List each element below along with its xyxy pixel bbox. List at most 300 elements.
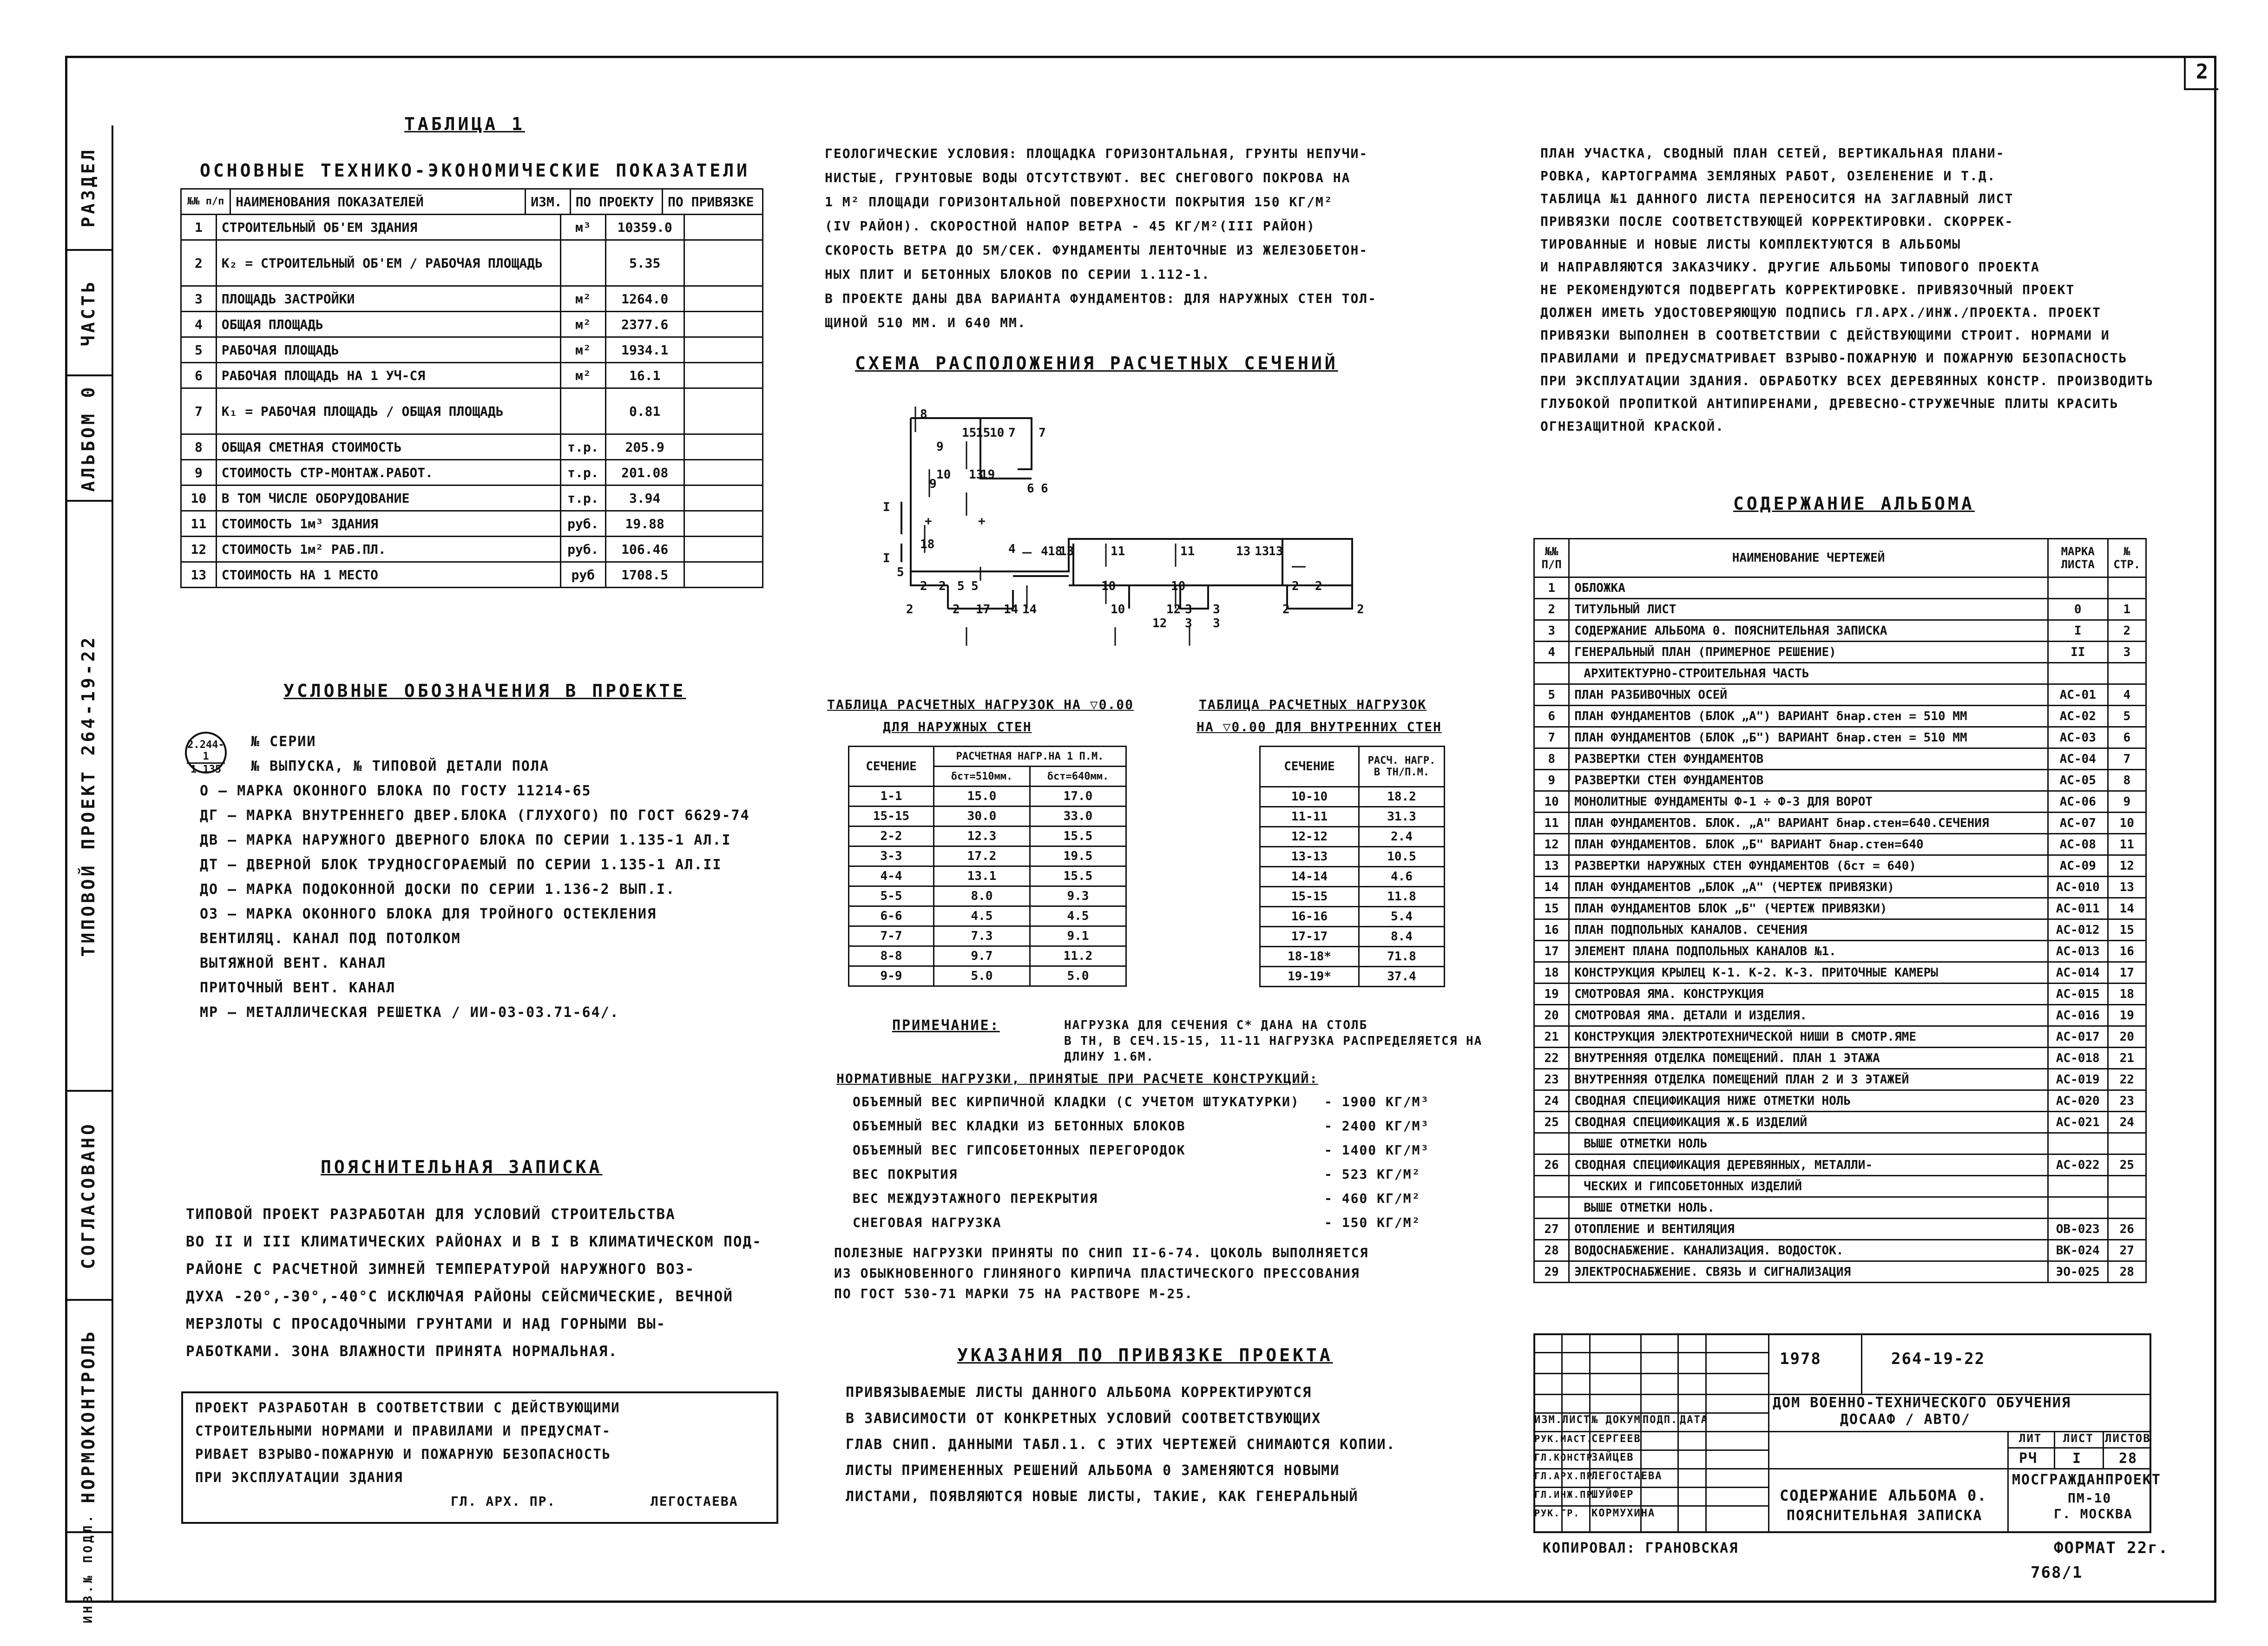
svg-text:12: 12 bbox=[1166, 603, 1181, 616]
svg-text:11: 11 bbox=[1180, 544, 1195, 558]
table-cell bbox=[2108, 1133, 2146, 1154]
table-cell: 16-16 bbox=[1260, 907, 1359, 927]
table-cell bbox=[684, 388, 763, 434]
tb-code: 264-19-22 bbox=[1891, 1350, 1985, 1368]
loads-outer-table bbox=[848, 746, 1127, 987]
table-cell: 16 bbox=[2108, 941, 2146, 962]
stamp-inventory: ИНВ.№ ПОДЛ. bbox=[81, 1512, 95, 1624]
note-line: РАЙОНЕ С РАСЧЕТНОЙ ЗИМНЕЙ ТЕМПЕРАТУРОЙ НАРУЖНОГО ВОЗ- bbox=[186, 1261, 695, 1278]
table-row bbox=[1260, 827, 1445, 847]
table-cell: руб. bbox=[561, 511, 606, 537]
svg-text:12: 12 bbox=[1152, 616, 1167, 630]
table-cell: 5.4 bbox=[1359, 907, 1445, 927]
tb-role: ГЛ.КОНСТР. bbox=[1534, 1452, 1600, 1463]
table-cell bbox=[2108, 577, 2146, 599]
table-cell: СТОИМОСТЬ НА 1 МЕСТО bbox=[216, 562, 560, 588]
svg-text:10: 10 bbox=[1171, 579, 1186, 593]
table-row bbox=[1534, 599, 2146, 620]
table-cell: ОБЩАЯ ПЛОЩАДЬ bbox=[216, 312, 560, 337]
svg-text:2: 2 bbox=[920, 579, 927, 593]
table-cell: 4 bbox=[1534, 642, 1569, 663]
table-cell: ЭЛЕМЕНТ ПЛАНА ПОДПОЛЬНЫХ КАНАЛОВ №1. bbox=[1569, 941, 2048, 962]
table-cell: 3 bbox=[1534, 620, 1569, 642]
tb-person: ШУЙФЕР bbox=[1591, 1489, 1634, 1501]
table-row bbox=[1534, 1261, 2146, 1283]
table-cell: АС-02 bbox=[2048, 706, 2108, 727]
table-cell: 13 bbox=[1534, 855, 1569, 877]
table-cell: руб bbox=[561, 562, 606, 588]
table-cell bbox=[684, 240, 763, 286]
table-row bbox=[1534, 706, 2146, 727]
table-row bbox=[1534, 1133, 2146, 1154]
tb-h-sign: ПОДП. bbox=[1643, 1414, 1678, 1426]
table-cell: СВОДНАЯ СПЕЦИФИКАЦИЯ ДЕРЕВЯННЫХ, МЕТАЛЛИ- bbox=[1569, 1154, 2048, 1176]
table-cell: 9.3 bbox=[1030, 886, 1126, 906]
table-cell: 205.9 bbox=[605, 434, 684, 460]
table-row bbox=[1534, 1005, 2146, 1026]
table-cell bbox=[684, 363, 763, 388]
table-cell: 29 bbox=[1534, 1261, 1569, 1283]
table-cell: 37.4 bbox=[1359, 967, 1445, 987]
table-cell: 9 bbox=[2108, 791, 2146, 813]
table-cell: ВОДОСНАБЖЕНИЕ. КАНАЛИЗАЦИЯ. ВОДОСТОК. bbox=[1569, 1240, 2048, 1261]
table-row bbox=[1260, 887, 1445, 907]
legend-item: ОЗ — МАРКА ОКОННОГО БЛОКА ДЛЯ ТРОЙНОГО ОСТЕКЛЕНИЯ bbox=[200, 906, 657, 922]
table-cell: 24 bbox=[2108, 1112, 2146, 1133]
table-row bbox=[181, 562, 763, 588]
remark-label: ПРИМЕЧАНИЕ: bbox=[892, 1017, 1000, 1034]
legend-item: ПРИТОЧНЫЙ ВЕНТ. КАНАЛ bbox=[200, 980, 396, 996]
table-cell bbox=[2048, 1197, 2108, 1219]
note-text bbox=[186, 1201, 762, 1365]
table-cell: ВНУТРЕННЯЯ ОТДЕЛКА ПОМЕЩЕНИЙ. ПЛАН 1 ЭТАЖА bbox=[1569, 1048, 2048, 1069]
table-cell bbox=[2048, 577, 2108, 599]
legend-item: ДВ — МАРКА НАРУЖНОГО ДВЕРНОГО БЛОКА ПО СЕРИИ 1.135-1 АЛ.I bbox=[200, 832, 731, 848]
table-cell: 1 bbox=[2108, 599, 2146, 620]
table-row bbox=[849, 966, 1126, 986]
table-row bbox=[849, 886, 1126, 906]
legend-item: № ВЫПУСКА, № ТИПОВОЙ ДЕТАЛИ ПОЛА bbox=[251, 758, 549, 774]
binding-text bbox=[846, 1380, 1396, 1510]
table-cell bbox=[1534, 1133, 1569, 1154]
right-text-line: ДОЛЖЕН ИМЕТЬ УДОСТОВЕРЯЮЩУЮ ПОДПИСЬ ГЛ.АРХ./ИНЖ./ПРОЕКТА. ПРОЕКТ bbox=[1540, 305, 2101, 320]
table-cell: 4.5 bbox=[1030, 906, 1126, 926]
tb-role: РУК.МАСТ. bbox=[1534, 1433, 1593, 1444]
tb-listov: 28 bbox=[2119, 1450, 2138, 1467]
tb-year: 1978 bbox=[1780, 1350, 1821, 1368]
table-cell: 9 bbox=[1534, 770, 1569, 791]
table-cell: АС-010 bbox=[2048, 877, 2108, 898]
normative-label: ОБЪЕМНЫЙ ВЕС ГИПСОБЕТОННЫХ ПЕРЕГОРОДОК bbox=[853, 1142, 1186, 1158]
col-header: МАРКА ЛИСТА bbox=[2048, 539, 2108, 577]
table-cell: 21 bbox=[2108, 1048, 2146, 1069]
table-cell: СОДЕРЖАНИЕ АЛЬБОМА 0. ПОЯСНИТЕЛЬНАЯ ЗАПИСКА bbox=[1569, 620, 2048, 642]
table-row bbox=[1534, 813, 2146, 834]
table-cell: 8 bbox=[181, 434, 217, 460]
svg-text:2: 2 bbox=[1282, 603, 1290, 616]
table-cell: АС-06 bbox=[2048, 791, 2108, 813]
scheme-title: СХЕМА РАСПОЛОЖЕНИЯ РАСЧЕТНЫХ СЕЧЕНИЙ bbox=[855, 353, 1338, 374]
col-header: СЕЧЕНИЕ bbox=[1260, 747, 1359, 787]
table-cell: м² bbox=[561, 337, 606, 363]
col-header: ПО ПРИВЯЗКЕ bbox=[663, 189, 763, 215]
table-cell bbox=[684, 537, 763, 562]
table-cell: 1 bbox=[1534, 577, 1569, 599]
table-cell bbox=[684, 485, 763, 511]
table-cell: 2 bbox=[181, 240, 217, 286]
table-cell: 17.2 bbox=[934, 846, 1030, 866]
table-row bbox=[1534, 620, 2146, 642]
table-cell: МОНОЛИТНЫЕ ФУНДАМЕНТЫ Ф-1 ÷ Ф-3 ДЛЯ ВОРОТ bbox=[1569, 791, 2048, 813]
normative-value: - 150 КГ/М² bbox=[1324, 1215, 1421, 1230]
table-cell: АС-021 bbox=[2048, 1112, 2108, 1133]
geology-line: 1 М² ПЛОЩАДИ ГОРИЗОНТАЛЬНОЙ ПОВЕРХНОСТИ ПОКРЫТИЯ 150 КГ/М² bbox=[825, 194, 1333, 210]
binding-line: ГЛАВ СНИП. ДАННЫМИ ТАБЛ.1. С ЭТИХ ЧЕРТЕЖЕЙ СНИМАЮТСЯ КОПИИ. bbox=[846, 1436, 1396, 1453]
table-cell: АС-011 bbox=[2048, 898, 2108, 919]
table-cell: 19.88 bbox=[605, 511, 684, 537]
tb-person: ЛЕГОСТАЕВА bbox=[1591, 1470, 1663, 1482]
normative-value: - 2400 КГ/М³ bbox=[1324, 1118, 1430, 1134]
normative-value: - 1400 КГ/М³ bbox=[1324, 1142, 1430, 1158]
table-cell: м² bbox=[561, 286, 606, 312]
sheet-number: 2 bbox=[2184, 56, 2218, 90]
col-header: δст=640мм. bbox=[1030, 767, 1126, 787]
svg-text:8: 8 bbox=[920, 407, 927, 421]
table-cell: 14-14 bbox=[1260, 867, 1359, 887]
svg-text:17: 17 bbox=[976, 603, 991, 616]
table-cell: 12-12 bbox=[1260, 827, 1359, 847]
svg-text:7: 7 bbox=[1008, 426, 1016, 440]
svg-text:+: + bbox=[925, 514, 932, 528]
table-row bbox=[1534, 1176, 2146, 1197]
svg-text:2: 2 bbox=[1357, 603, 1364, 616]
loads-outer-title: ТАБЛИЦА РАСЧЕТНЫХ НАГРУЗОК НА ▽0.00 bbox=[827, 697, 1134, 712]
table-row bbox=[181, 363, 763, 388]
geology-line: ЩИНОЙ 510 ММ. И 640 ММ. bbox=[825, 315, 1026, 330]
table-cell: 21 bbox=[1534, 1026, 1569, 1048]
remark-line: ДЛИНУ 1.6М. bbox=[1064, 1050, 1155, 1064]
table-cell bbox=[1534, 663, 1569, 684]
table-cell: АС-012 bbox=[2048, 919, 2108, 941]
table-cell: м³ bbox=[561, 215, 606, 240]
table-row bbox=[1260, 947, 1445, 967]
stamp-album: АЛЬБОМ 0 bbox=[65, 376, 112, 502]
compliance-line: ПРОЕКТ РАЗРАБОТАН В СООТВЕТСТВИИ С ДЕЙСТВУЮЩИМИ bbox=[195, 1400, 620, 1416]
table-row bbox=[849, 866, 1126, 886]
table-cell: АС-05 bbox=[2048, 770, 2108, 791]
table-cell: 24 bbox=[1534, 1090, 1569, 1112]
tb-role: ГЛ.ИНЖ.ПР. bbox=[1534, 1489, 1600, 1500]
table-cell: 9.7 bbox=[934, 946, 1030, 966]
table-row bbox=[1260, 847, 1445, 867]
table-cell: ПЛОЩАДЬ ЗАСТРОЙКИ bbox=[216, 286, 560, 312]
table-cell: 18-18* bbox=[1260, 947, 1359, 967]
table-cell: 6 bbox=[1534, 706, 1569, 727]
svg-text:10: 10 bbox=[1101, 579, 1116, 593]
compliance-line: СТРОИТЕЛЬНЫМИ НОРМАМИ И ПРАВИЛАМИ И ПРЕДУСМАТ- bbox=[195, 1423, 611, 1439]
table-cell: 15-15 bbox=[849, 807, 934, 826]
table-cell: 11 bbox=[181, 511, 217, 537]
svg-text:13: 13 bbox=[1269, 544, 1283, 558]
table-row bbox=[1534, 962, 2146, 984]
table-row bbox=[1534, 941, 2146, 962]
tb-org-2: ПМ-10 bbox=[2068, 1490, 2112, 1506]
right-text-line: ПЛАН УЧАСТКА, СВОДНЫЙ ПЛАН СЕТЕЙ, ВЕРТИКАЛЬНАЯ ПЛАНИ- bbox=[1540, 145, 2005, 161]
svg-text:15: 15 bbox=[962, 426, 977, 440]
table-cell: СТОИМОСТЬ 1м³ ЗДАНИЯ bbox=[216, 511, 560, 537]
table-cell: ПЛАН ФУНДАМЕНТОВ БЛОК „Б" (ЧЕРТЕЖ ПРИВЯЗКИ) bbox=[1569, 898, 2048, 919]
tb-org-3: Г. МОСКВА bbox=[2054, 1506, 2133, 1521]
table1-title: ОСНОВНЫЕ ТЕХНИКО-ЭКОНОМИЧЕСКИЕ ПОКАЗАТЕЛИ bbox=[200, 160, 750, 181]
table-cell: 4-4 bbox=[849, 866, 934, 886]
table-cell: РАЗВЕРТКИ НАРУЖНЫХ СТЕН ФУНДАМЕНТОВ (δст = 640) bbox=[1569, 855, 2048, 877]
table-cell: К₂ = СТРОИТЕЛЬНЫЙ ОБ'ЕМ / РАБОЧАЯ ПЛОЩАДЬ bbox=[216, 240, 560, 286]
table-row bbox=[849, 946, 1126, 966]
svg-text:5: 5 bbox=[971, 579, 979, 593]
svg-text:3: 3 bbox=[1213, 616, 1220, 630]
table-cell: 5.0 bbox=[934, 966, 1030, 986]
table-cell: 23 bbox=[1534, 1069, 1569, 1090]
table-row bbox=[1534, 898, 2146, 919]
table-row bbox=[1534, 770, 2146, 791]
table-cell: 2377.6 bbox=[605, 312, 684, 337]
legend-item: ДО — МАРКА ПОДОКОННОЙ ДОСКИ ПО СЕРИИ 1.136-2 ВЫП.I. bbox=[200, 881, 676, 898]
table-cell: II bbox=[2048, 642, 2108, 663]
table-cell: 3.94 bbox=[605, 485, 684, 511]
table-cell: 25 bbox=[2108, 1154, 2146, 1176]
table-row bbox=[181, 312, 763, 337]
table-cell: 13-13 bbox=[1260, 847, 1359, 867]
table-cell: 5.35 bbox=[605, 240, 684, 286]
normative-tail bbox=[834, 1243, 1368, 1304]
svg-text:3: 3 bbox=[1213, 603, 1220, 616]
table-cell: РАБОЧАЯ ПЛОЩАДЬ bbox=[216, 337, 560, 363]
svg-text:14: 14 bbox=[1022, 603, 1037, 616]
table-cell: 33.0 bbox=[1030, 807, 1126, 826]
stamp-section: РАЗДЕЛ bbox=[65, 125, 112, 251]
table-cell: 10.5 bbox=[1359, 847, 1445, 867]
legend-item: № СЕРИИ bbox=[251, 734, 316, 750]
tb-lit: РЧ bbox=[2019, 1450, 2038, 1467]
table-row bbox=[181, 485, 763, 511]
tb-person: КОРМУХИНА bbox=[1591, 1508, 1656, 1519]
table-cell: АС-09 bbox=[2048, 855, 2108, 877]
tb-h-date: ДАТА bbox=[1680, 1414, 1708, 1426]
table-row bbox=[1534, 834, 2146, 855]
compliance-line: РИВАЕТ ВЗРЫВО-ПОЖАРНУЮ И ПОЖАРНУЮ БЕЗОПАСНОСТЬ bbox=[195, 1446, 611, 1462]
table-cell: ПЛАН ПОДПОЛЬНЫХ КАНАЛОВ. СЕЧЕНИЯ bbox=[1569, 919, 2048, 941]
table-cell: 26 bbox=[1534, 1154, 1569, 1176]
table-cell: 12 bbox=[2108, 855, 2146, 877]
normative-value: - 523 КГ/М² bbox=[1324, 1167, 1421, 1182]
table-cell: СВОДНАЯ СПЕЦИФИКАЦИЯ Ж.Б ИЗДЕЛИЙ bbox=[1569, 1112, 2048, 1133]
table-cell: 27 bbox=[1534, 1219, 1569, 1240]
table-cell: В ТОМ ЧИСЛЕ ОБОРУДОВАНИЕ bbox=[216, 485, 560, 511]
geology-line: СКОРОСТЬ ВЕТРА ДО 5М/СЕК. ФУНДАМЕНТЫ ЛЕНТОЧНЫЕ ИЗ ЖЕЛЕЗОБЕТОН- bbox=[825, 243, 1368, 258]
table-row bbox=[1534, 855, 2146, 877]
table-cell: 26 bbox=[2108, 1219, 2146, 1240]
table-cell: АС-08 bbox=[2048, 834, 2108, 855]
table-cell: 201.08 bbox=[605, 460, 684, 485]
geology-line: ГЕОЛОГИЧЕСКИЕ УСЛОВИЯ: ПЛОЩАДКА ГОРИЗОНТАЛЬНАЯ, ГРУНТЫ НЕПУЧИ- bbox=[825, 146, 1368, 161]
table-cell: 20 bbox=[1534, 1005, 1569, 1026]
table-cell: 11 bbox=[1534, 813, 1569, 834]
right-text-line: ПРИВЯЗКИ ПОСЛЕ СООТВЕТСТВУЮЩЕЙ КОРРЕКТИРОВКИ. СКОРРЕК- bbox=[1540, 214, 2014, 229]
binding-title: УКАЗАНИЯ ПО ПРИВЯЗКЕ ПРОЕКТА bbox=[957, 1345, 1333, 1365]
tb-person: ЗАЙЦЕВ bbox=[1591, 1452, 1634, 1463]
table-cell: т.р. bbox=[561, 485, 606, 511]
tb-list: I bbox=[2072, 1450, 2082, 1467]
svg-text:15: 15 bbox=[976, 426, 991, 440]
note-line: ВО II И III КЛИМАТИЧЕСКИХ РАЙОНАХ И В I В КЛИМАТИЧЕСКОМ ПОД- bbox=[186, 1233, 762, 1250]
table-cell: АС-017 bbox=[2048, 1026, 2108, 1048]
table-cell bbox=[684, 215, 763, 240]
geology-text bbox=[825, 142, 1377, 335]
table-cell: 10 bbox=[181, 485, 217, 511]
table-cell: 2 bbox=[1534, 599, 1569, 620]
table-cell: I bbox=[2048, 620, 2108, 642]
table-cell bbox=[684, 434, 763, 460]
table-cell: 25 bbox=[1534, 1112, 1569, 1133]
table-row bbox=[1260, 907, 1445, 927]
table-cell: ОБЩАЯ СМЕТНАЯ СТОИМОСТЬ bbox=[216, 434, 560, 460]
table-row bbox=[181, 434, 763, 460]
svg-text:2: 2 bbox=[953, 603, 960, 616]
remark-line: В ТН, В СЕЧ.15-15, 11-11 НАГРУЗКА РАСПРЕДЕЛЯЕТСЯ НА bbox=[1064, 1034, 1483, 1048]
table-cell: АС-014 bbox=[2048, 962, 2108, 984]
table-cell: 4 bbox=[181, 312, 217, 337]
svg-text:+: + bbox=[978, 514, 986, 528]
table-cell: 6-6 bbox=[849, 906, 934, 926]
table-cell: т.р. bbox=[561, 460, 606, 485]
table-cell: ЧЕСКИХ И ГИПСОБЕТОННЫХ ИЗДЕЛИЙ bbox=[1569, 1176, 2048, 1197]
legend-item: О — МАРКА ОКОННОГО БЛОКА ПО ГОСТУ 11214-65 bbox=[200, 783, 592, 799]
table-cell: 7 bbox=[2108, 748, 2146, 770]
svg-text:2: 2 bbox=[906, 603, 914, 616]
table-cell: руб. bbox=[561, 537, 606, 562]
tb-lit-h: ЛИТ bbox=[2019, 1432, 2042, 1445]
legend-list bbox=[200, 729, 750, 1025]
table-cell: 8.0 bbox=[934, 886, 1030, 906]
table-cell: 10 bbox=[1534, 791, 1569, 813]
legend-title: УСЛОВНЫЕ ОБОЗНАЧЕНИЯ В ПРОЕКТЕ bbox=[283, 681, 686, 701]
table-row bbox=[1534, 1219, 2146, 1240]
table-cell: ОТОПЛЕНИЕ И ВЕНТИЛЯЦИЯ bbox=[1569, 1219, 2048, 1240]
normative-value: - 460 КГ/М² bbox=[1324, 1191, 1421, 1206]
svg-text:3: 3 bbox=[1185, 616, 1192, 630]
table-cell: 7 bbox=[1534, 727, 1569, 748]
table-cell: ОВ-023 bbox=[2048, 1219, 2108, 1240]
table-cell: АС-020 bbox=[2048, 1090, 2108, 1112]
table-cell: 4.5 bbox=[934, 906, 1030, 926]
table-cell: ОБЛОЖКА bbox=[1569, 577, 2048, 599]
tb-h-doc: № ДОКУМ. bbox=[1591, 1414, 1648, 1426]
table-row bbox=[1534, 727, 2146, 748]
table-cell bbox=[2108, 1197, 2146, 1219]
table-cell: АС-07 bbox=[2048, 813, 2108, 834]
table-row bbox=[1260, 867, 1445, 887]
right-text bbox=[1540, 142, 2154, 438]
left-stamp-column bbox=[65, 125, 113, 1624]
tb-sheet-title-2: ПОЯСНИТЕЛЬНАЯ ЗАПИСКА bbox=[1787, 1508, 1983, 1524]
table-cell: 3-3 bbox=[849, 846, 934, 866]
table-cell: ПЛАН РАЗБИВОЧНЫХ ОСЕЙ bbox=[1569, 684, 2048, 706]
stamp-agreed: СОГЛАСОВАНО bbox=[65, 1092, 112, 1301]
table-cell: 5 bbox=[2108, 706, 2146, 727]
table-row bbox=[1534, 1069, 2146, 1090]
table-cell: КОНСТРУКЦИЯ ЭЛЕКТРОТЕХНИЧЕСКОЙ НИШИ В СМОТР.ЯМЕ bbox=[1569, 1026, 2048, 1048]
table-row bbox=[1534, 791, 2146, 813]
table-cell: 1-1 bbox=[849, 787, 934, 807]
table-cell bbox=[684, 286, 763, 312]
legend-item: ДТ — ДВЕРНОЙ БЛОК ТРУДНОСГОРАЕМЫЙ ПО СЕРИИ 1.135-1 АЛ.II bbox=[200, 857, 722, 873]
table-cell: ПЛАН ФУНДАМЕНТОВ „БЛОК „А" (ЧЕРТЕЖ ПРИВЯЗКИ) bbox=[1569, 877, 2048, 898]
format-label: ФОРМАТ 22г. bbox=[2054, 1539, 2169, 1557]
table-cell: 1708.5 bbox=[605, 562, 684, 588]
table-cell: 3 bbox=[2108, 642, 2146, 663]
svg-text:14: 14 bbox=[1004, 603, 1019, 616]
table-row bbox=[1534, 748, 2146, 770]
normative-value: - 1900 КГ/М³ bbox=[1324, 1094, 1430, 1109]
svg-text:10: 10 bbox=[1111, 603, 1125, 616]
table-cell: ТИТУЛЬНЫЙ ЛИСТ bbox=[1569, 599, 2048, 620]
table-cell: 17 bbox=[2108, 962, 2146, 984]
normative-tail-line: ИЗ ОБЫКНОВЕННОГО ГЛИНЯНОГО КИРПИЧА ПЛАСТИЧЕСКОГО ПРЕССОВАНИЯ bbox=[834, 1266, 1360, 1281]
svg-text:3: 3 bbox=[1185, 603, 1192, 616]
legend-item: ВЕНТИЛЯЦ. КАНАЛ ПОД ПОТОЛКОМ bbox=[200, 931, 461, 947]
table-cell: 15.5 bbox=[1030, 826, 1126, 846]
right-text-line: ПРИВЯЗКИ ВЫПОЛНЕН В СООТВЕТСТВИИ С ДЕЙСТВУЮЩИМИ СТРОИТ. НОРМАМИ И bbox=[1540, 328, 2110, 343]
table-cell: 15 bbox=[2108, 919, 2146, 941]
indicators-table-body bbox=[180, 214, 763, 588]
col-header: НАИМЕНОВАНИЕ ЧЕРТЕЖЕЙ bbox=[1569, 539, 2048, 577]
table-cell: 7.3 bbox=[934, 926, 1030, 946]
table-cell: 27 bbox=[2108, 1240, 2146, 1261]
svg-text:18: 18 bbox=[1048, 544, 1063, 558]
table-cell bbox=[2048, 1176, 2108, 1197]
table-cell: 14 bbox=[1534, 877, 1569, 898]
table-cell: К₁ = РАБОЧАЯ ПЛОЩАДЬ / ОБЩАЯ ПЛОЩАДЬ bbox=[216, 388, 560, 434]
svg-text:6: 6 bbox=[1041, 482, 1048, 496]
table-cell: 11.2 bbox=[1030, 946, 1126, 966]
table-cell: АС-01 bbox=[2048, 684, 2108, 706]
table-cell: т.р. bbox=[561, 434, 606, 460]
table-cell: ПЛАН ФУНДАМЕНТОВ (БЛОК „А") ВАРИАНТ δнар.стен = 510 ММ bbox=[1569, 706, 2048, 727]
normative-label: ВЕС ПОКРЫТИЯ bbox=[853, 1167, 958, 1182]
right-text-line: РОВКА, КАРТОГРАММА ЗЕМЛЯНЫХ РАБОТ, ОЗЕЛЕНЕНИЕ И Т.Д. bbox=[1540, 168, 1996, 184]
table-cell bbox=[684, 460, 763, 485]
table-row bbox=[849, 906, 1126, 926]
table-cell: 15.0 bbox=[934, 787, 1030, 807]
svg-text:9: 9 bbox=[929, 477, 937, 491]
table-cell: 71.8 bbox=[1359, 947, 1445, 967]
table-cell: 16 bbox=[1534, 919, 1569, 941]
table-row bbox=[1534, 642, 2146, 663]
right-text-line: ТАБЛИЦА №1 ДАННОГО ЛИСТА ПЕРЕНОСИТСЯ НА ЗАГЛАВНЫЙ ЛИСТ bbox=[1540, 191, 2014, 206]
series-top: 2.244-1 bbox=[187, 739, 225, 764]
geology-line: НИСТЫЕ, ГРУНТОВЫЕ ВОДЫ ОТСУТСТВУЮТ. ВЕС СНЕГОВОГО ПОКРОВА НА bbox=[825, 170, 1351, 185]
table-row bbox=[181, 286, 763, 312]
table-cell: 8.4 bbox=[1359, 927, 1445, 947]
table-cell: ВЫШЕ ОТМЕТКИ НОЛЬ bbox=[1569, 1133, 2048, 1154]
svg-text:10: 10 bbox=[990, 426, 1005, 440]
table-cell: 28 bbox=[2108, 1261, 2146, 1283]
col-header: НАИМЕНОВАНИЯ ПОКАЗАТЕЛЕЙ bbox=[230, 189, 526, 215]
normative-label: СНЕГОВАЯ НАГРУЗКА bbox=[853, 1215, 1002, 1230]
table-cell: 1264.0 bbox=[605, 286, 684, 312]
svg-text:13: 13 bbox=[1059, 544, 1074, 558]
table-cell: 28 bbox=[1534, 1240, 1569, 1261]
